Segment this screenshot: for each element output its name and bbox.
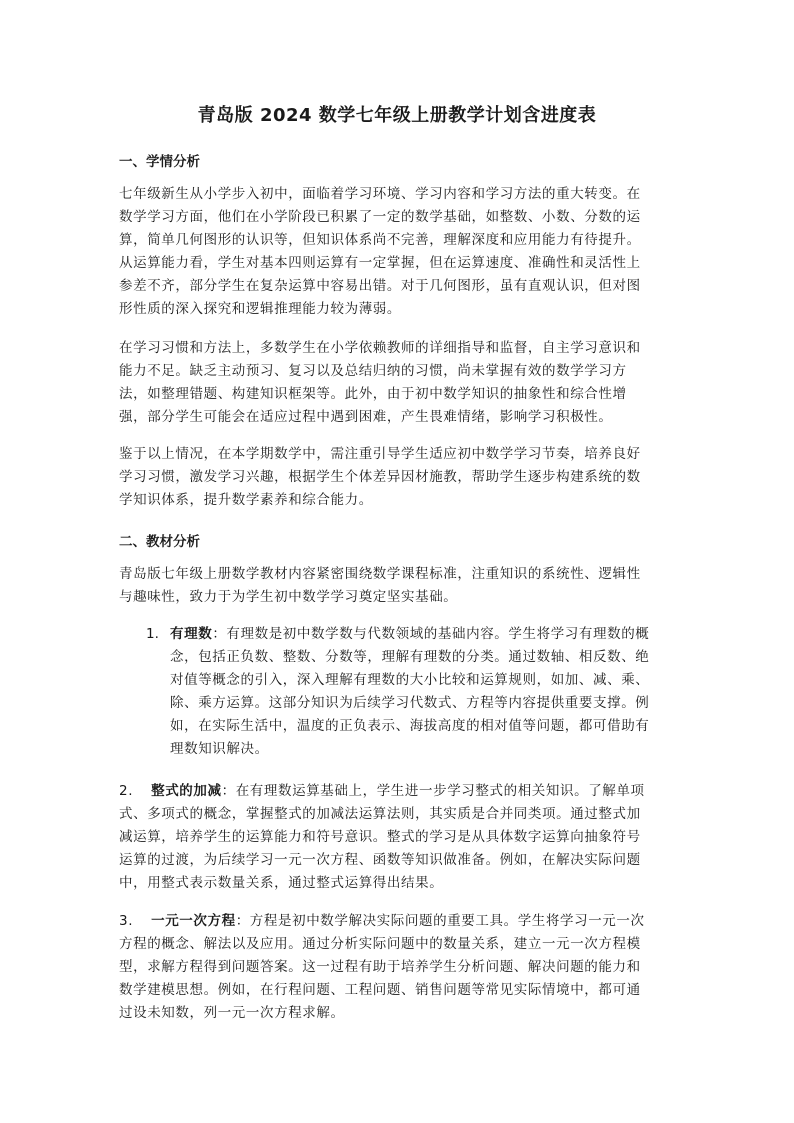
text-line: 强，部分学生可能会在适应过程中遇到困难，产生畏难情绪，影响学习积极性。 [119, 409, 613, 425]
text-line: 数学学习方面，他们在小学阶段已积累了一定的数学基础，如整数、小数、分数的运 [119, 209, 641, 225]
text-line: 鉴于以上情况，在本学期数学中，需注重引导学生适应初中数学学习节奏，培养良好 [119, 446, 641, 462]
list-item-polynomial-addition [119, 780, 645, 895]
text-line: 形性质的深入探究和逻辑推理能力较为薄弱。 [119, 301, 401, 317]
list-item-lead: 整式的加减 [151, 783, 222, 799]
list-item-linear-equation [119, 910, 645, 1025]
text-line: 法，如整理错题、构建知识框架等。此外，由于初中数学知识的抽象性和综合性增 [119, 386, 627, 402]
text-line: 青岛版七年级上册数学教材内容紧密围绕数学课程标准，注重知识的系统性、逻辑性 [119, 566, 641, 582]
text-line: ：方程是初中数学解决实际问题的重要工具。学生将学习一元一次 [235, 913, 645, 929]
list-item-lead: 一元一次方程 [151, 913, 236, 929]
list-item-number: 2. [119, 783, 134, 799]
list-item-number: 3. [119, 913, 134, 929]
text-line: 参差不齐，部分学生在复杂运算中容易出错。对于几何图形，虽有直观认识，但对图 [119, 278, 641, 294]
text-line: ：有理数是初中数学数与代数领域的基础内容。学生将学习有理数的概 [212, 626, 650, 642]
text-line: 方程的概念、解法以及应用。通过分析实际问题中的数量关系，建立一元一次方程模 [119, 936, 641, 952]
text-line: 过设未知数，列一元一次方程求解。 [119, 1005, 345, 1021]
section-heading-textbook-analysis: 二、教材分析 [119, 534, 200, 550]
text-line: 在学习习惯和方法上，多数学生在小学依赖教师的详细指导和监督，自主学习意识和 [119, 340, 641, 356]
text-line: 减运算，培养学生的运算能力和符号意识。整式的学习是从具体数字运算向抽象符号 [119, 829, 641, 845]
text-line: ：在有理数运算基础上，学生进一步学习整式的相关知识。了解单项 [221, 783, 645, 799]
list-item-number: 1. [146, 626, 159, 642]
text-line: 从运算能力看，学生对基本四则运算有一定掌握，但在运算速度、准确性和灵活性上 [119, 255, 641, 271]
text-line: 中，用整式表示数量关系，通过整式运算得出结果。 [119, 875, 444, 891]
document-title: 青岛版 2024 数学七年级上册教学计划含进度表 [197, 105, 597, 126]
text-line: 念，包括正负数、整数、分数等，理解有理数的分类。通过数轴、相反数、绝 [170, 649, 650, 665]
text-line: 型，求解方程得到问题答案。这一过程有助于培养学生分析问题、解决问题的能力和 [119, 959, 641, 975]
text-line: 数学建模思想。例如，在行程问题、工程问题、销售问题等常见实际情境中，都可通 [119, 982, 641, 998]
list-item-rational-numbers [170, 623, 649, 761]
text-line: 七年级新生从小学步入初中，面临着学习环境、学习内容和学习方法的重大转变。在 [119, 186, 641, 202]
section-heading-student-analysis: 一、学情分析 [119, 154, 200, 170]
paragraph-textbook-intro [119, 563, 679, 609]
text-line: 除、乘方运算。这部分知识为后续学习代数式、方程等内容提供重要支撑。例 [170, 695, 650, 711]
text-line: 学知识体系，提升数学素养和综合能力。 [119, 492, 373, 508]
text-line: 学习习惯，激发学习兴趣，根据学生个体差异因材施教，帮助学生逐步构建系统的数 [119, 469, 641, 485]
text-line: 与趣味性，致力于为学生初中数学学习奠定坚实基础。 [119, 589, 458, 605]
text-line: 理数知识解决。 [170, 741, 269, 757]
text-line: 对值等概念的引入，深入理解有理数的大小比较和运算规则，如加、减、乘、 [170, 672, 650, 688]
text-line: 如，在实际生活中，温度的正负表示、海拔高度的相对值等问题，都可借助有 [170, 718, 650, 734]
list-item-lead: 有理数 [170, 626, 213, 642]
text-line: 式、多项式的概念，掌握整式的加减法运算法则，其实质是合并同类项。通过整式加 [119, 806, 641, 822]
text-line: 运算的过渡，为后续学习一元一次方程、函数等知识做准备。例如，在解决实际问题 [119, 852, 641, 868]
paragraph-student-analysis-3 [119, 443, 679, 512]
paragraph-student-analysis-2 [119, 337, 679, 429]
text-line: 算，简单几何图形的认识等，但知识体系尚不完善，理解深度和应用能力有待提升。 [119, 232, 641, 248]
paragraph-student-analysis-1 [119, 183, 679, 321]
text-line: 能力不足。缺乏主动预习、复习以及总结归纳的习惯，尚未掌握有效的数学学习方 [119, 363, 627, 379]
